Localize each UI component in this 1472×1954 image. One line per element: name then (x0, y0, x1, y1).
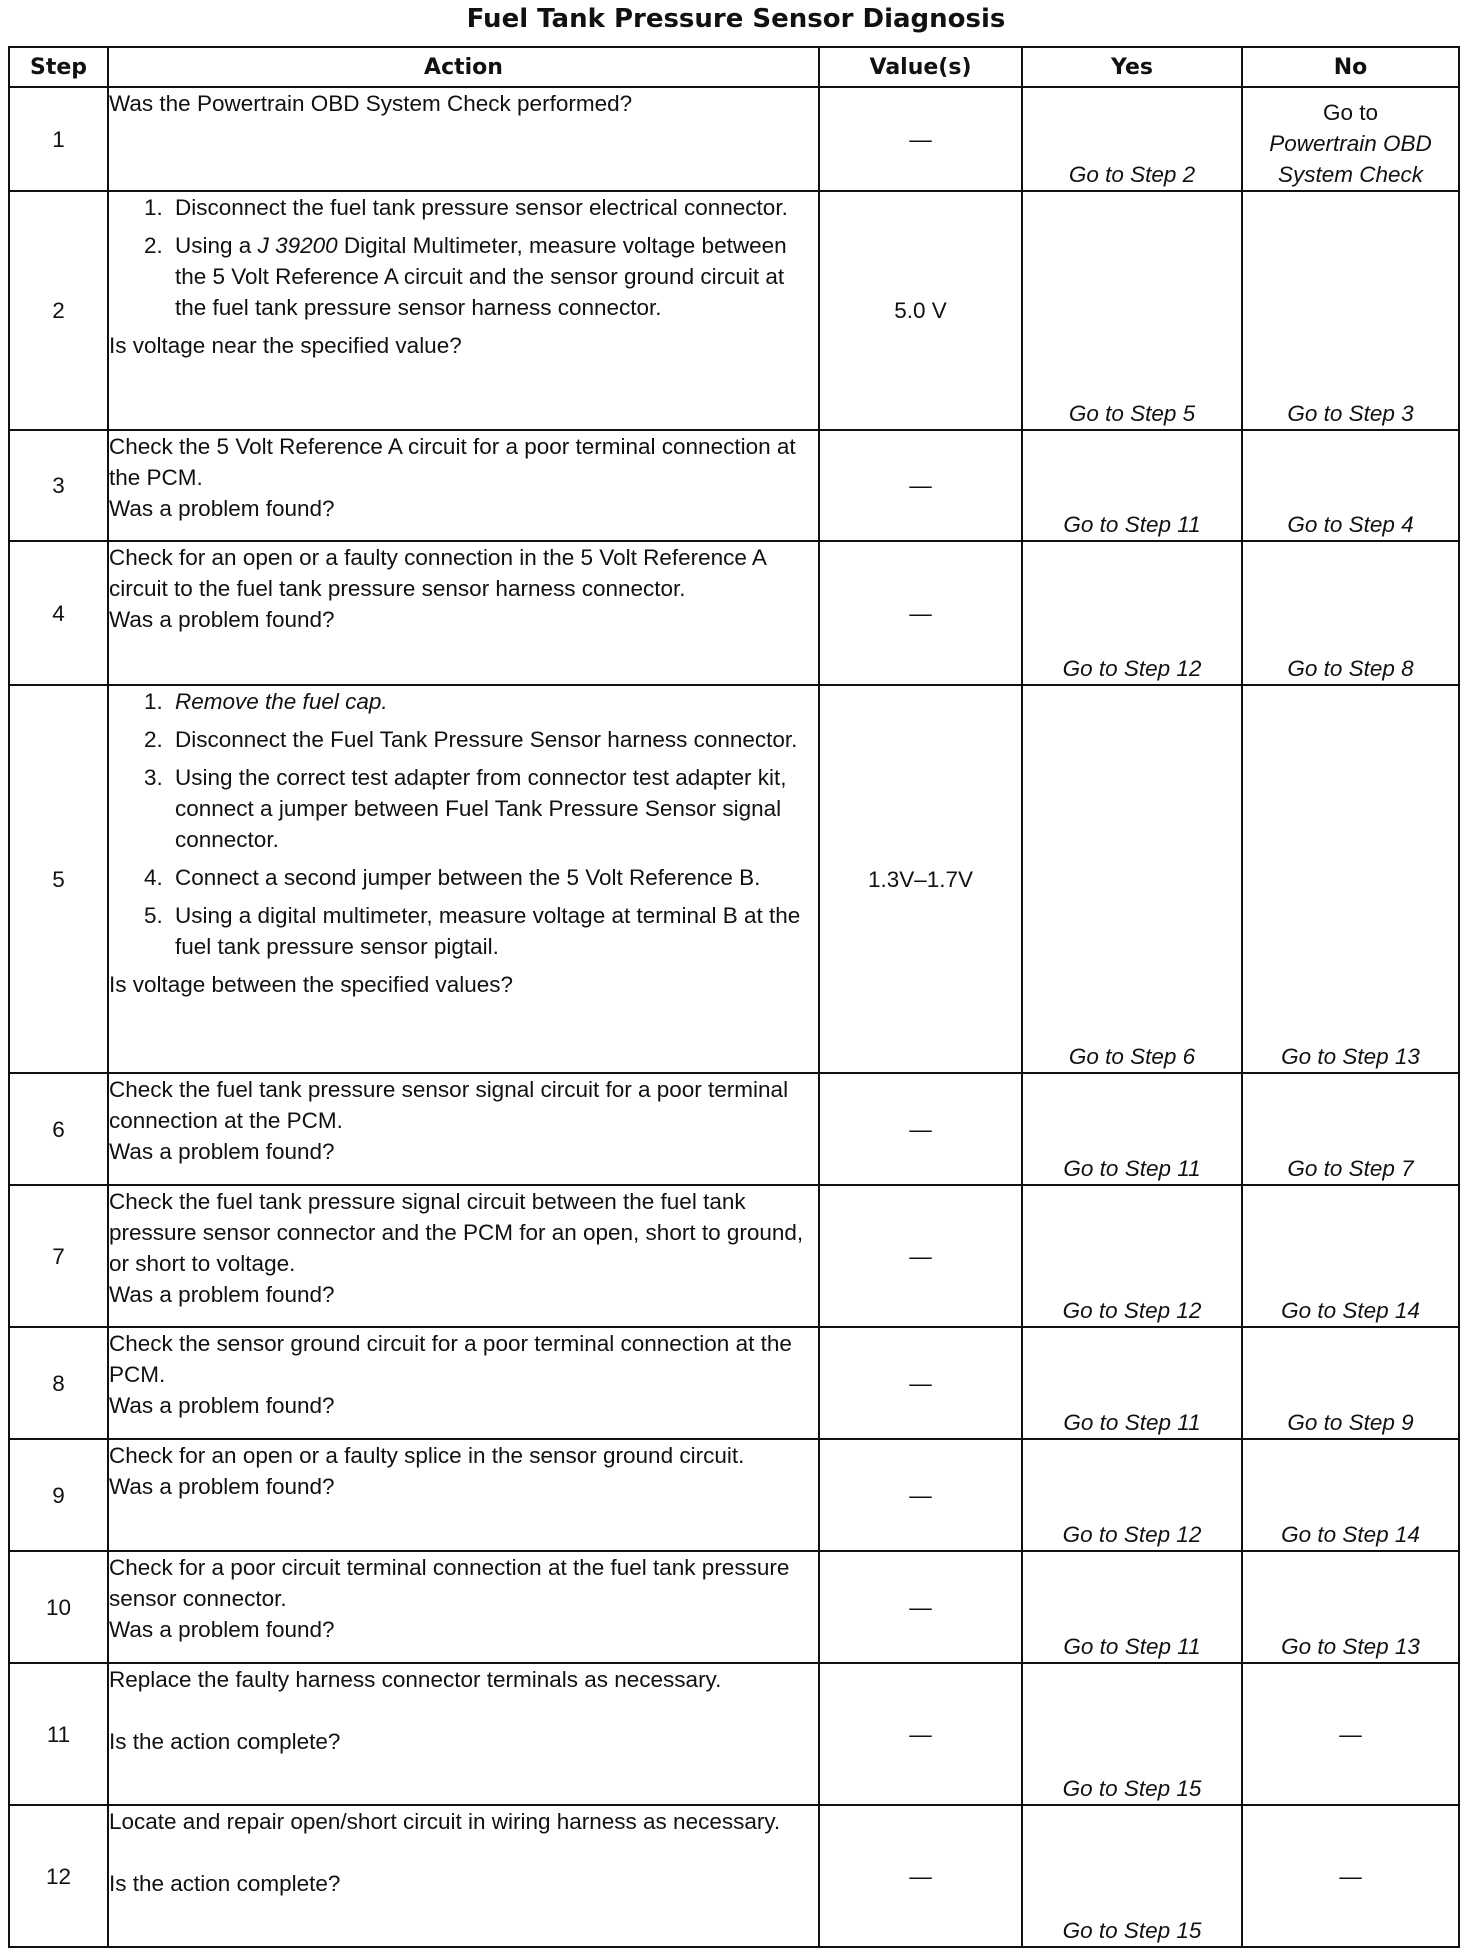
value-cell: — (819, 1185, 1022, 1327)
action-question: Was a problem found? (109, 1474, 335, 1499)
header-no: No (1242, 47, 1459, 87)
page-title: Fuel Tank Pressure Sensor Diagnosis (466, 4, 1006, 34)
no-cell: Go to Step 3 (1242, 191, 1459, 430)
yes-cell: Go to Step 6 (1022, 685, 1242, 1073)
action-question: Was a problem found? (109, 607, 335, 632)
table-row (9, 87, 1459, 191)
substep-item (169, 230, 818, 323)
diagnosis-table (8, 46, 1460, 1948)
action-question: Is voltage between the specified values? (109, 972, 514, 997)
value-cell: — (819, 430, 1022, 541)
yes-cell: Go to Step 15 (1022, 1663, 1242, 1805)
yes-cell: Go to Step 11 (1022, 1551, 1242, 1663)
table-row (9, 191, 1459, 430)
substep-item: 1. Disconnect the fuel tank pressure sensor electrical connector. (169, 192, 818, 223)
table-row (9, 1551, 1459, 1663)
value-cell: — (819, 1073, 1022, 1185)
table-row (9, 1185, 1459, 1327)
action-cell (108, 1551, 819, 1663)
action-cell (108, 541, 819, 685)
table-row (9, 1073, 1459, 1185)
no-cell: Go to Step 4 (1242, 430, 1459, 541)
action-cell (108, 1663, 819, 1805)
no-text-line: Go to (1322, 100, 1379, 125)
action-question: Was a problem found? (109, 1139, 335, 1164)
no-cell: Go to Step 9 (1242, 1327, 1459, 1439)
yes-cell: Go to Step 11 (1022, 1073, 1242, 1185)
step-number: 7 (9, 1185, 108, 1327)
action-question: Was a problem found? (109, 496, 335, 521)
action-cell (108, 1073, 819, 1185)
value-cell: — (819, 87, 1022, 191)
step-number: 3 (9, 430, 108, 541)
action-text: Check for an open or a faulty splice in the sensor ground circuit. (109, 1443, 745, 1468)
step-number: 9 (9, 1439, 108, 1551)
table-row (9, 1439, 1459, 1551)
value-cell: — (819, 1551, 1022, 1663)
yes-cell: Go to Step 11 (1022, 430, 1242, 541)
yes-cell: Go to Step 11 (1022, 1327, 1242, 1439)
no-cell: — (1242, 1663, 1459, 1805)
action-cell (108, 1185, 819, 1327)
action-text: Check for an open or a faulty connection in the 5 Volt Reference A circuit to the fuel tank pressure sensor harness connector. (109, 545, 766, 601)
yes-cell: Go to Step 12 (1022, 541, 1242, 685)
yes-cell: Go to Step 15 (1022, 1805, 1242, 1947)
action-cell (108, 685, 819, 1073)
no-text-line: Powertrain OBD (1269, 131, 1432, 156)
step-number: 4 (9, 541, 108, 685)
header-step: Step (9, 47, 108, 87)
table-row (9, 1663, 1459, 1805)
action-text: Locate and repair open/short circuit in wiring harness as necessary. (109, 1809, 781, 1834)
table-row (9, 685, 1459, 1073)
no-cell: — (1242, 1805, 1459, 1947)
substep-text: Digital Multimeter, measure voltage between the 5 Volt Reference A circuit and the sensor ground circuit at the fuel tank pressure sensor harness connector. (175, 233, 787, 320)
action-text: Check the 5 Volt Reference A circuit for a poor terminal connection at the PCM. (109, 434, 796, 490)
action-cell (108, 430, 819, 541)
no-cell: Go to Step 13 (1242, 1551, 1459, 1663)
action-cell (108, 1439, 819, 1551)
header-action: Action (108, 47, 819, 87)
substep-item: 2. Disconnect the Fuel Tank Pressure Sensor harness connector. (169, 724, 818, 755)
no-cell: Go to Step 8 (1242, 541, 1459, 685)
no-cell: Go to Step 14 (1242, 1439, 1459, 1551)
no-cell: Go to Step 13 (1242, 685, 1459, 1073)
action-text: Check the sensor ground circuit for a poor terminal connection at the PCM. (109, 1331, 792, 1387)
substep-item: 3. Using the correct test adapter from connector test adapter kit, connect a jumper between Fuel Tank Pressure Sensor signal connector. (169, 762, 818, 855)
action-text: Replace the faulty harness connector terminals as necessary. (109, 1667, 722, 1692)
value-cell: — (819, 1327, 1022, 1439)
yes-cell: Go to Step 5 (1022, 191, 1242, 430)
action-cell (108, 191, 819, 430)
substep-item: 5. Using a digital multimeter, measure voltage at terminal B at the fuel tank pressure sensor pigtail. (169, 900, 818, 962)
action-question: Was a problem found? (109, 1617, 335, 1642)
step-number: 8 (9, 1327, 108, 1439)
step-number: 1 (9, 87, 108, 191)
yes-cell: Go to Step 2 (1022, 87, 1242, 191)
no-text-line: System Check (1277, 162, 1424, 187)
value-cell: 1.3V–1.7V (819, 685, 1022, 1073)
value-cell: — (819, 541, 1022, 685)
substep-item (169, 686, 818, 717)
header-row (9, 47, 1459, 87)
value-cell: — (819, 1439, 1022, 1551)
table-row (9, 430, 1459, 541)
action-text: Check the fuel tank pressure signal circuit between the fuel tank pressure sensor connector and the PCM for an open, short to ground, or short to voltage. (109, 1189, 804, 1276)
action-text: Was the Powertrain OBD System Check performed? (109, 91, 633, 116)
no-cell: Go to Step 7 (1242, 1073, 1459, 1185)
action-question: Is the action complete? (109, 1871, 341, 1896)
no-cell (1242, 87, 1459, 191)
action-text: Check for a poor circuit terminal connection at the fuel tank pressure sensor connector. (109, 1555, 790, 1611)
substep-item: 4. Connect a second jumper between the 5 Volt Reference B. (169, 862, 818, 893)
action-cell (108, 1805, 819, 1947)
step-number: 2 (9, 191, 108, 430)
value-cell: 5.0 V (819, 191, 1022, 430)
action-cell (108, 87, 819, 191)
action-question: Is voltage near the specified value? (109, 333, 462, 358)
step-number: 12 (9, 1805, 108, 1947)
substep-prefix: Using a (175, 233, 252, 258)
action-text: Check the fuel tank pressure sensor signal circuit for a poor terminal connection at the PCM. (109, 1077, 789, 1133)
step-number: 10 (9, 1551, 108, 1663)
header-yes: Yes (1022, 47, 1242, 87)
step-number: 6 (9, 1073, 108, 1185)
substep-text: Remove the fuel cap. (175, 689, 388, 714)
yes-cell: Go to Step 12 (1022, 1439, 1242, 1551)
table-row (9, 1327, 1459, 1439)
tool-name: J 39200 (257, 233, 338, 258)
step-number: 11 (9, 1663, 108, 1805)
substep-list (109, 192, 818, 323)
no-cell: Go to Step 14 (1242, 1185, 1459, 1327)
action-question: Was a problem found? (109, 1393, 335, 1418)
value-cell: — (819, 1805, 1022, 1947)
action-question: Is the action complete? (109, 1729, 341, 1754)
action-question: Was a problem found? (109, 1282, 335, 1307)
step-number: 5 (9, 685, 108, 1073)
yes-cell: Go to Step 12 (1022, 1185, 1242, 1327)
value-cell: — (819, 1663, 1022, 1805)
table-row (9, 541, 1459, 685)
action-cell (108, 1327, 819, 1439)
substep-list (109, 686, 818, 962)
header-value: Value(s) (819, 47, 1022, 87)
table-row (9, 1805, 1459, 1947)
